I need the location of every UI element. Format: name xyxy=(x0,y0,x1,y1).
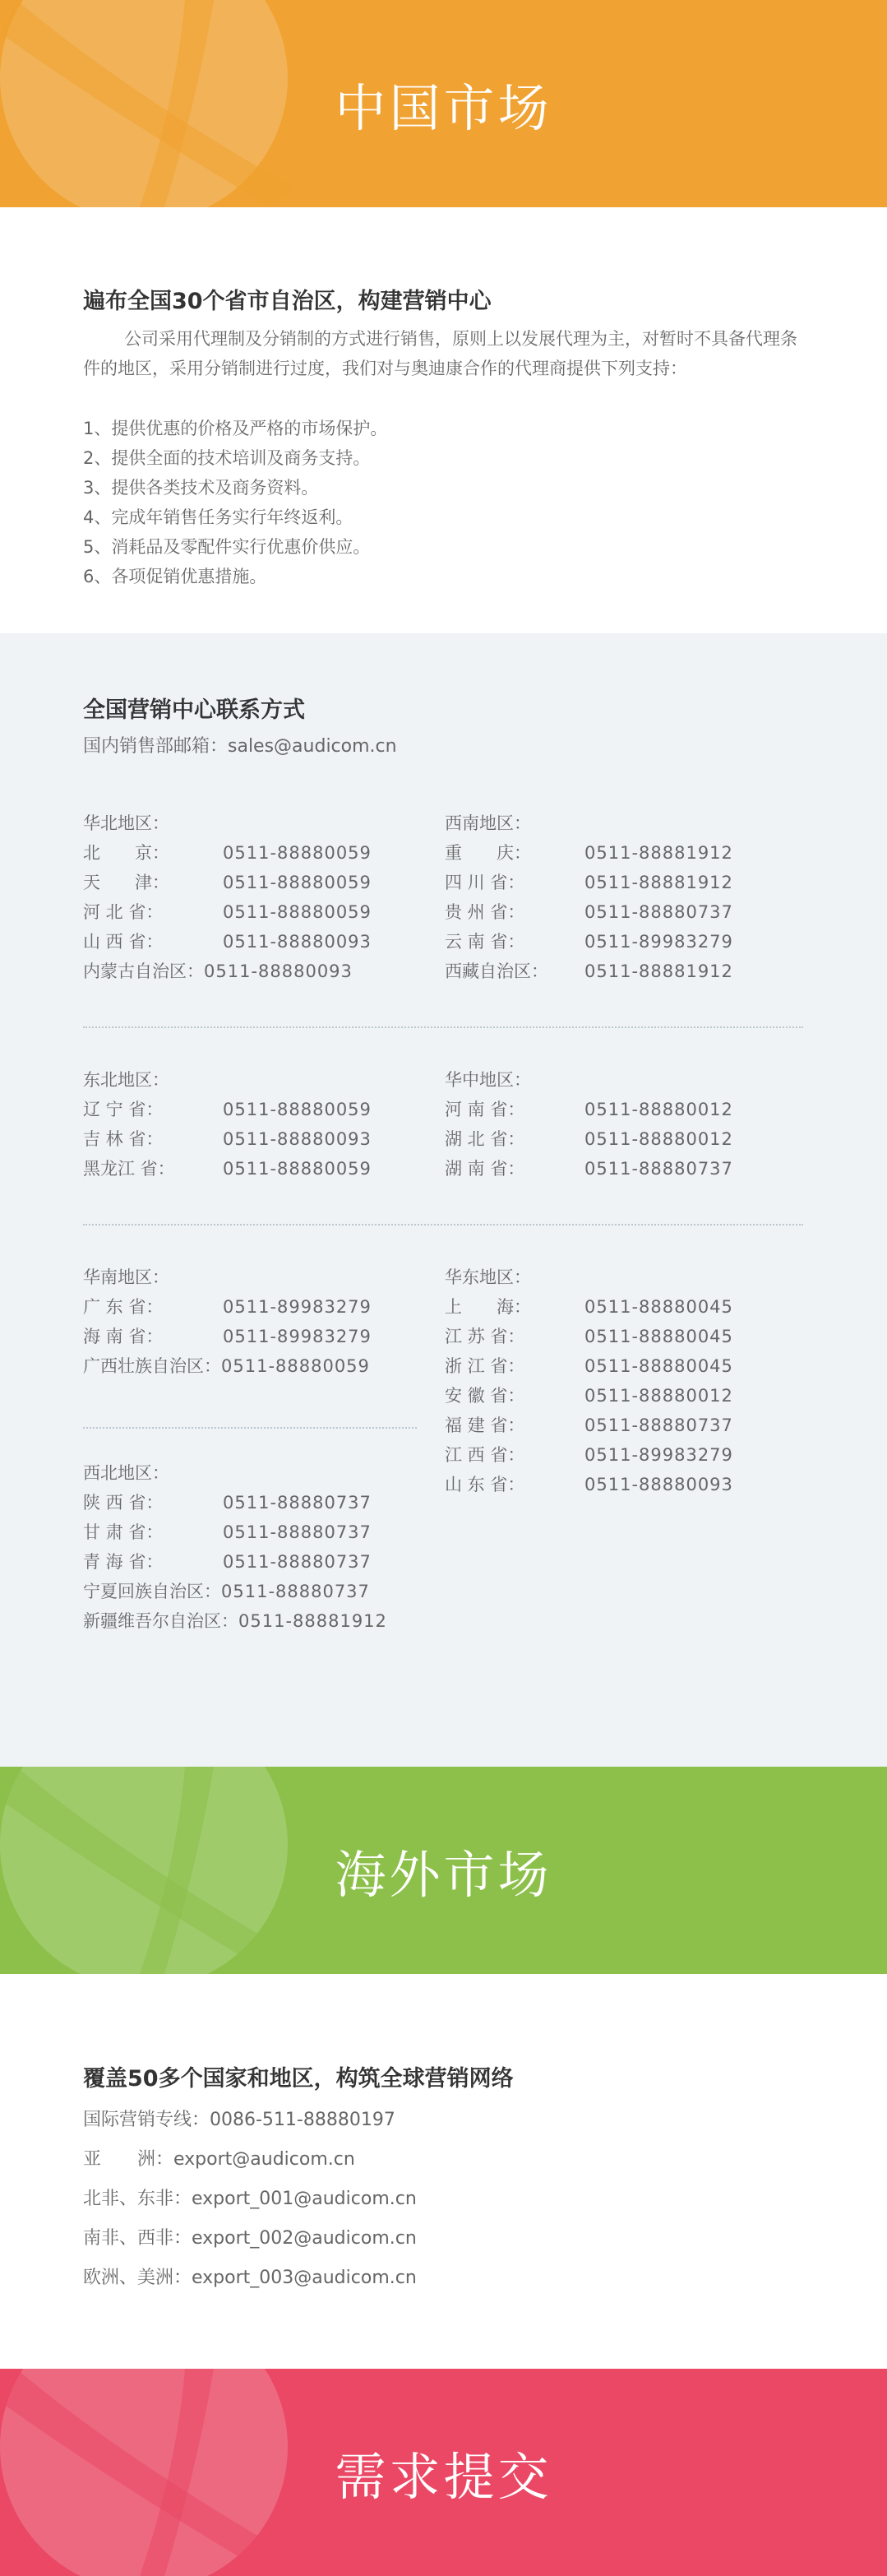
phone-number: 0511-88880093 xyxy=(584,1475,733,1494)
province: 黑龙江 省： xyxy=(83,1159,175,1179)
province: 湖 南 省： xyxy=(445,1159,525,1179)
phone-number: 0511-88880093 xyxy=(204,961,353,981)
province: 山 东 省： xyxy=(445,1475,525,1494)
region-huanan xyxy=(83,1263,372,1381)
phone-number: 0511-88880059 xyxy=(221,1356,370,1376)
province: 上 海： xyxy=(445,1297,531,1317)
banner-title: 需求提交 xyxy=(335,2446,552,2507)
list-item: 4、完成年销售任务实行年终返利。 xyxy=(83,507,353,527)
phone-number: 0511-88880737 xyxy=(584,902,733,922)
china-intro-section xyxy=(0,207,887,633)
international-hotline: 国际营销专线：0086-511-88880197 xyxy=(83,2110,395,2130)
region-name: 西北地区： xyxy=(83,1463,169,1483)
region-name: 华北地区： xyxy=(83,813,169,833)
province: 辽 宁 省： xyxy=(83,1100,164,1119)
phone-number: 0511-88880737 xyxy=(223,1522,372,1542)
overseas-email-europe-america[interactable]: 欧洲、美洲：export_003@audicom.cn xyxy=(83,2268,417,2288)
province: 安 徽 省： xyxy=(445,1386,525,1406)
province: 天 津： xyxy=(83,873,169,892)
list-item: 1、提供优惠的价格及严格的市场保护。 xyxy=(83,419,388,438)
province: 西藏自治区： xyxy=(445,961,548,981)
phone-number: 0511-89983279 xyxy=(584,932,733,952)
domestic-sales-email[interactable]: 国内销售部邮箱：sales@audicom.cn xyxy=(83,736,397,757)
section-heading: 覆盖50多个国家和地区，构筑全球营销网络 xyxy=(83,2066,514,2092)
province: 湖 北 省： xyxy=(445,1129,525,1149)
province: 四 川 省： xyxy=(445,873,525,892)
overseas-email-asia[interactable]: 亚 洲：export@audicom.cn xyxy=(83,2149,355,2170)
phone-number: 0511-88880059 xyxy=(223,1100,372,1119)
phone-number: 0511-88880012 xyxy=(584,1100,733,1119)
region-name: 华东地区： xyxy=(445,1267,531,1287)
phone-number: 0511-88880059 xyxy=(223,843,372,863)
province: 福 建 省： xyxy=(445,1415,525,1435)
section-heading: 遍布全国30个省市自治区，构建营销中心 xyxy=(83,289,492,314)
submit-request-banner xyxy=(0,2369,887,2576)
overseas-market-banner xyxy=(0,1767,887,1974)
region-xinan xyxy=(445,808,733,986)
province: 河 南 省： xyxy=(445,1100,525,1119)
province: 云 南 省： xyxy=(445,932,525,952)
divider xyxy=(83,1026,803,1028)
phone-number: 0511-88881912 xyxy=(584,873,733,892)
phone-number: 0511-88880012 xyxy=(584,1386,733,1406)
province: 内蒙古自治区： xyxy=(83,961,204,981)
province: 浙 江 省： xyxy=(445,1356,525,1376)
region-huabei xyxy=(83,808,372,986)
phone-number: 0511-88880045 xyxy=(584,1327,733,1346)
phone-number: 0511-88880045 xyxy=(584,1297,733,1317)
phone-number: 0511-88880045 xyxy=(584,1356,733,1376)
phone-number: 0511-89983279 xyxy=(584,1445,733,1465)
phone-number: 0511-88881912 xyxy=(584,961,733,981)
province: 广西壮族自治区： xyxy=(83,1356,221,1376)
province: 江 西 省： xyxy=(445,1445,525,1465)
phone-number: 0511-88881912 xyxy=(584,843,733,863)
province: 重 庆： xyxy=(445,843,531,863)
phone-number: 0511-88880012 xyxy=(584,1129,733,1149)
phone-number: 0511-88880093 xyxy=(223,1129,372,1149)
list-item: 6、各项促销优惠措施。 xyxy=(83,567,267,586)
intro-paragraph: 公司采用代理制及分销制的方式进行销售，原则上以发展代理为主，对暂时不具备代理条件的地区，采用分销制进行过度，我们对与奥迪康合作的代理商提供下列支持： xyxy=(83,329,797,378)
region-huadong xyxy=(445,1263,733,1499)
list-item: 3、提供各类技术及商务资料。 xyxy=(83,478,319,498)
province: 陕 西 省： xyxy=(83,1493,164,1513)
contact-section xyxy=(0,633,887,1767)
phone-number: 0511-88880093 xyxy=(223,932,372,952)
region-dongbei xyxy=(83,1065,372,1184)
province: 河 北 省： xyxy=(83,902,164,922)
list-item: 5、消耗品及零配件实行优惠价供应。 xyxy=(83,537,371,557)
phone-number: 0511-88880059 xyxy=(223,873,372,892)
phone-number: 0511-88881912 xyxy=(238,1611,387,1631)
section-heading: 全国营销中心联系方式 xyxy=(83,697,305,723)
province: 江 苏 省： xyxy=(445,1327,525,1346)
region-huazhong xyxy=(445,1065,733,1184)
banner-title: 海外市场 xyxy=(335,1844,552,1905)
phone-number: 0511-88880737 xyxy=(221,1582,370,1601)
overseas-email-north-east-africa[interactable]: 北非、东非：export_001@audicom.cn xyxy=(83,2189,417,2209)
phone-number: 0511-89983279 xyxy=(223,1327,372,1346)
region-name: 东北地区： xyxy=(83,1070,169,1090)
province: 山 西 省： xyxy=(83,932,164,952)
province: 青 海 省： xyxy=(83,1552,164,1572)
divider xyxy=(83,1427,417,1429)
overseas-section xyxy=(0,1974,887,2369)
overseas-email-south-west-africa[interactable]: 南非、西非：export_002@audicom.cn xyxy=(83,2228,417,2249)
region-name: 华南地区： xyxy=(83,1267,169,1287)
phone-number: 0511-89983279 xyxy=(223,1297,372,1317)
list-item: 2、提供全面的技术培训及商务支持。 xyxy=(83,448,371,468)
divider xyxy=(83,1224,803,1225)
phone-number: 0511-88880737 xyxy=(223,1552,372,1572)
region-name: 西南地区： xyxy=(445,813,531,833)
province: 吉 林 省： xyxy=(83,1129,164,1149)
support-list xyxy=(83,414,387,591)
region-xibei xyxy=(83,1458,387,1636)
province: 宁夏回族自治区： xyxy=(83,1582,221,1601)
phone-number: 0511-88880059 xyxy=(223,902,372,922)
province: 广 东 省： xyxy=(83,1297,164,1317)
province: 海 南 省： xyxy=(83,1327,164,1346)
phone-number: 0511-88880737 xyxy=(223,1493,372,1513)
phone-number: 0511-88880059 xyxy=(223,1159,372,1179)
banner-title: 中国市场 xyxy=(335,77,552,138)
phone-number: 0511-88880737 xyxy=(584,1415,733,1435)
phone-number: 0511-88880737 xyxy=(584,1159,733,1179)
province: 北 京： xyxy=(83,843,169,863)
province: 甘 肃 省： xyxy=(83,1522,164,1542)
province: 新疆维吾尔自治区： xyxy=(83,1611,238,1631)
china-market-banner xyxy=(0,0,887,207)
region-name: 华中地区： xyxy=(445,1070,531,1090)
province: 贵 州 省： xyxy=(445,902,525,922)
